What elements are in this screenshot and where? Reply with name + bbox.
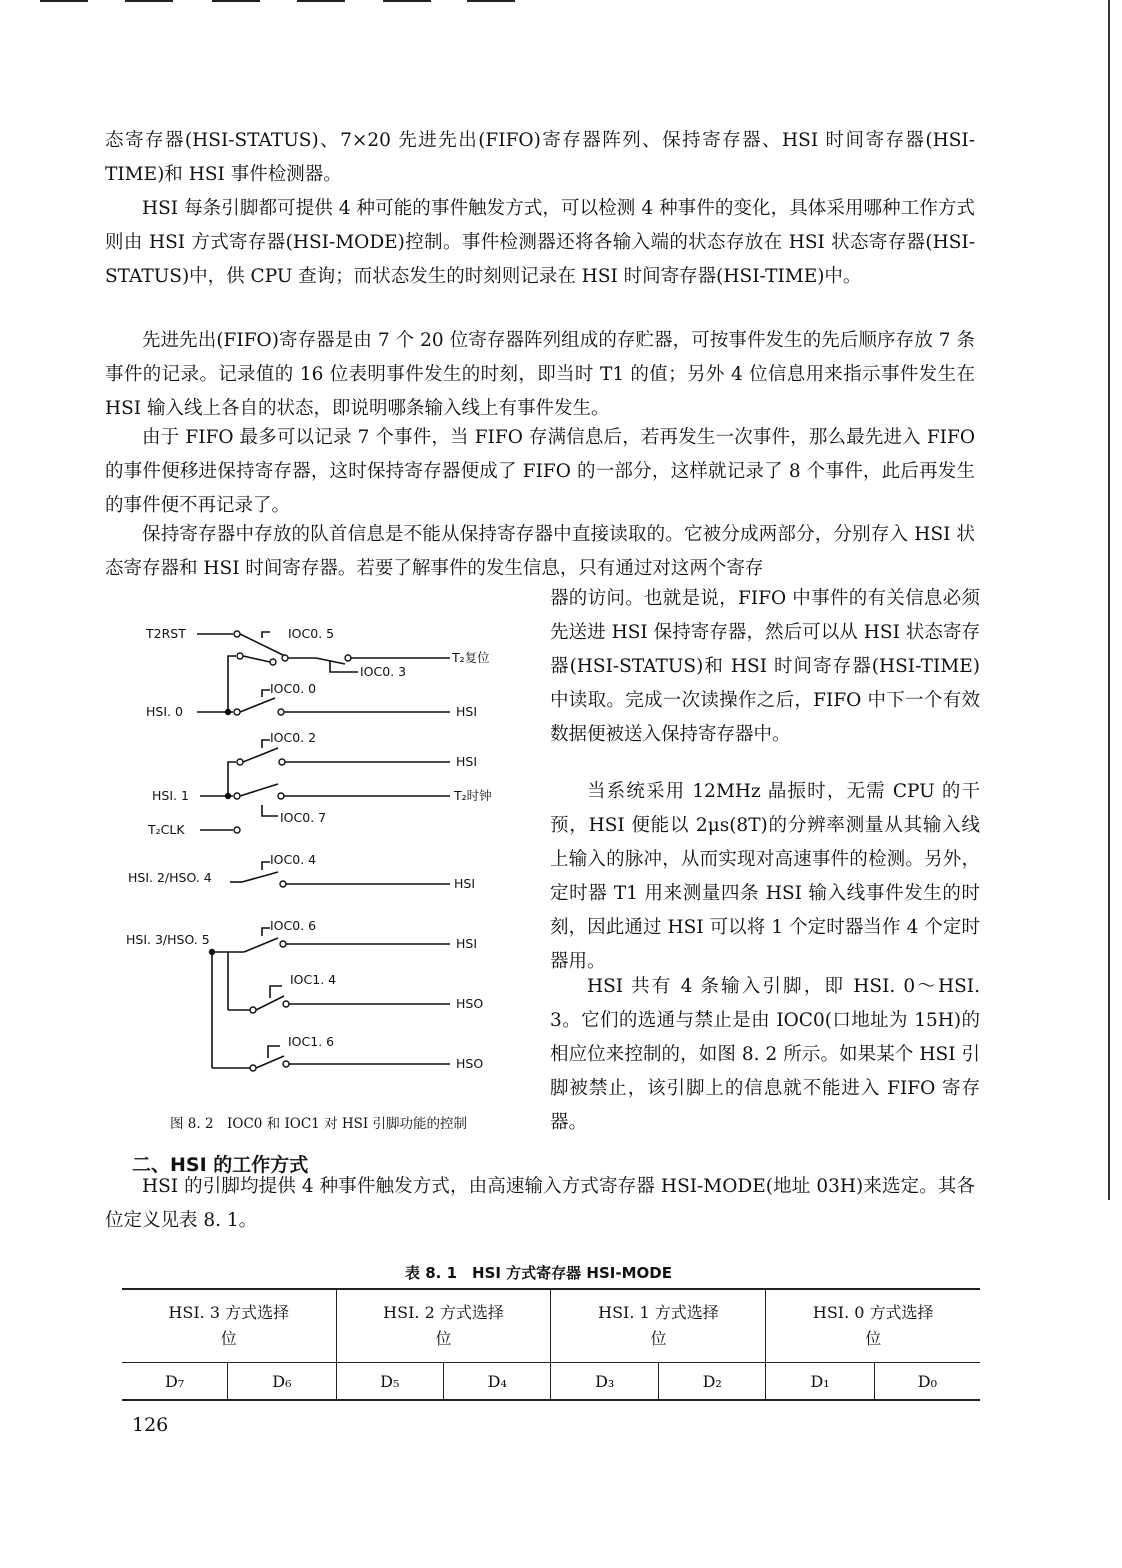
right-paragraph-1: 器的访问。也就是说，FIFO 中事件的有关信息必须先送进 HSI 保持寄存器，然后可以从 HSI 状态寄存器(HSI-STATUS)和 HSI 时间寄存器(HSI-TIME)中读取。完成一次读操作之后，FIFO 中下一个有效数据便被送入保持寄存器中。 xyxy=(550,588,980,745)
bit-d3: D₃ xyxy=(551,1363,658,1401)
section-paragraph: HSI 的引脚均提供 4 种事件触发方式，由高速输入方式寄存器 HSI-MODE(地址 03H)来选定。其各位定义见表 8. 1。 xyxy=(105,1176,975,1231)
label-hsi3: HSI. 3/HSO. 5 xyxy=(126,932,210,947)
label-hsi-out2: HSI xyxy=(456,754,478,769)
header-hsi1-line1: HSI. 1 方式选择 xyxy=(598,1303,719,1322)
table-title: 表 8. 1 HSI 方式寄存器 HSI-MODE xyxy=(405,1264,672,1282)
header-rule xyxy=(383,0,431,2)
header-hsi0 xyxy=(766,1289,980,1363)
label-hsi-out1: HSI xyxy=(456,704,478,719)
label-hsi2: HSI. 2/HSO. 4 xyxy=(128,870,212,885)
header-hsi0-line1: HSI. 0 方式选择 xyxy=(812,1303,934,1322)
header-rule xyxy=(125,0,173,2)
label-t2clk: T₂CLK xyxy=(148,822,185,837)
bit-d7: D₇ xyxy=(122,1363,228,1401)
label-ioc0-2: IOC0. 2 xyxy=(270,730,317,745)
header-hsi3-line2: 位 xyxy=(220,1329,237,1348)
bit-d6: D₆ xyxy=(228,1363,336,1401)
paragraph-1: 态寄存器(HSI-STATUS)、7×20 先进先出(FIFO)寄存器阵列、保持寄存器、HSI 时间寄存器(HSI-TIME)和 HSI 事件检测器。 xyxy=(105,130,975,185)
bit-d0: D₀ xyxy=(874,1363,980,1401)
label-hsi-out3: HSI xyxy=(454,876,476,891)
label-t2-clock: T₂时钟 xyxy=(454,788,492,803)
bit-d2: D₂ xyxy=(658,1363,765,1401)
header-hsi1 xyxy=(551,1289,766,1363)
label-ioc0-7: IOC0. 7 xyxy=(280,810,327,825)
header-hsi2 xyxy=(336,1289,551,1363)
header-hsi3-line1: HSI. 3 方式选择 xyxy=(168,1303,290,1322)
page-edge-line xyxy=(1108,0,1110,1200)
label-ioc1-6: IOC1. 6 xyxy=(288,1034,335,1049)
section-heading: 二、HSI 的工作方式 xyxy=(132,1154,309,1176)
paragraph-3: 先进先出(FIFO)寄存器是由 7 个 20 位寄存器阵列组成的存贮器，可按事件发生的先后顺序存放 7 条事件的记录。记录值的 16 位表明事件发生的时刻，即当时 T1 的值；另外 4 位信息用来指示事件发生在 HSI 输入线上各自的状态，即说明哪条输入线上有事件发生。 xyxy=(105,330,975,419)
label-hso-out1: HSO xyxy=(456,996,484,1011)
right-paragraph-3: HSI 共有 4 条输入引脚，即 HSI. 0～HSI. 3。它们的选通与禁止是由 IOC0(口地址为 15H)的相应位来控制的，如图 8. 2 所示。如果某个 HSI 引脚被禁止，该引脚上的信息就不能进入 FIFO 寄存器。 xyxy=(550,976,980,1133)
paragraph-4: 由于 FIFO 最多可以记录 7 个事件，当 FIFO 存满信息后，若再发生一次事件，那么最先进入 FIFO 的事件便移进保持寄存器，这时保持寄存器便成了 FIFO 的一部分，这样就记录了 8 个事件，此后再发生的事件便不再记录了。 xyxy=(105,427,975,516)
label-t2rst: T2RST xyxy=(146,626,186,641)
paragraph-5: 保持寄存器中存放的队首信息是不能从保持寄存器中直接读取的。它被分成两部分，分别存入 HSI 状态寄存器和 HSI 时间寄存器。若要了解事件的发生信息，只有通过对这两个寄存 xyxy=(105,524,975,579)
label-t2-reset: T₂复位 xyxy=(452,650,490,665)
page-number: 126 xyxy=(132,1414,169,1436)
label-ioc0-0: IOC0. 0 xyxy=(270,681,317,696)
hsi-mode-table xyxy=(122,1288,980,1401)
table-header-row xyxy=(122,1289,980,1363)
header-rule xyxy=(40,0,88,2)
label-ioc1-4: IOC1. 4 xyxy=(290,972,337,987)
right-paragraph-2: 当系统采用 12MHz 晶振时，无需 CPU 的干预，HSI 便能以 2μs(8T)的分辨率测量从其输入线上输入的脉冲，从而实现对高速事件的检测。另外，定时器 T1 用来测量四条 HSI 输入线事件发生的时刻，因此通过 HSI 可以将 1 个定时器当作 4 个定时器用。 xyxy=(550,781,980,972)
hsi-control-circuit-diagram xyxy=(120,600,530,1090)
figure-caption: 图 8. 2 IOC0 和 IOC1 对 HSI 引脚功能的控制 xyxy=(170,1116,467,1132)
header-hsi2-line2: 位 xyxy=(435,1329,452,1348)
label-hsi1: HSI. 1 xyxy=(152,788,189,803)
header-hsi3 xyxy=(122,1289,336,1363)
label-hso-out2: HSO xyxy=(456,1056,484,1071)
header-hsi1-line2: 位 xyxy=(650,1329,667,1348)
label-ioc0-3: IOC0. 3 xyxy=(360,664,407,679)
label-ioc0-6: IOC0. 6 xyxy=(270,918,317,933)
header-rule xyxy=(297,0,345,2)
label-ioc0-5: IOC0. 5 xyxy=(288,626,335,641)
bit-d5: D₅ xyxy=(336,1363,443,1401)
header-rule xyxy=(467,0,515,2)
label-hsi0: HSI. 0 xyxy=(146,704,183,719)
paragraph-2: HSI 每条引脚都可提供 4 种可能的事件触发方式，可以检测 4 种事件的变化，具体采用哪种工作方式则由 HSI 方式寄存器(HSI-MODE)控制。事件检测器还将各输入端的状态存放在 HSI 状态寄存器(HSI-STATUS)中，供 CPU 查询；而状态发生的时刻则记录在 HSI 时间寄存器(HSI-TIME)中。 xyxy=(105,198,975,287)
header-rule xyxy=(212,0,260,2)
bit-d4: D₄ xyxy=(444,1363,551,1401)
header-hsi2-line1: HSI. 2 方式选择 xyxy=(383,1303,504,1322)
header-hsi0-line2: 位 xyxy=(865,1329,882,1348)
table-bits-row xyxy=(122,1363,980,1401)
bit-d1: D₁ xyxy=(766,1363,874,1401)
label-hsi-out4: HSI xyxy=(456,936,478,951)
label-ioc0-4: IOC0. 4 xyxy=(270,852,317,867)
